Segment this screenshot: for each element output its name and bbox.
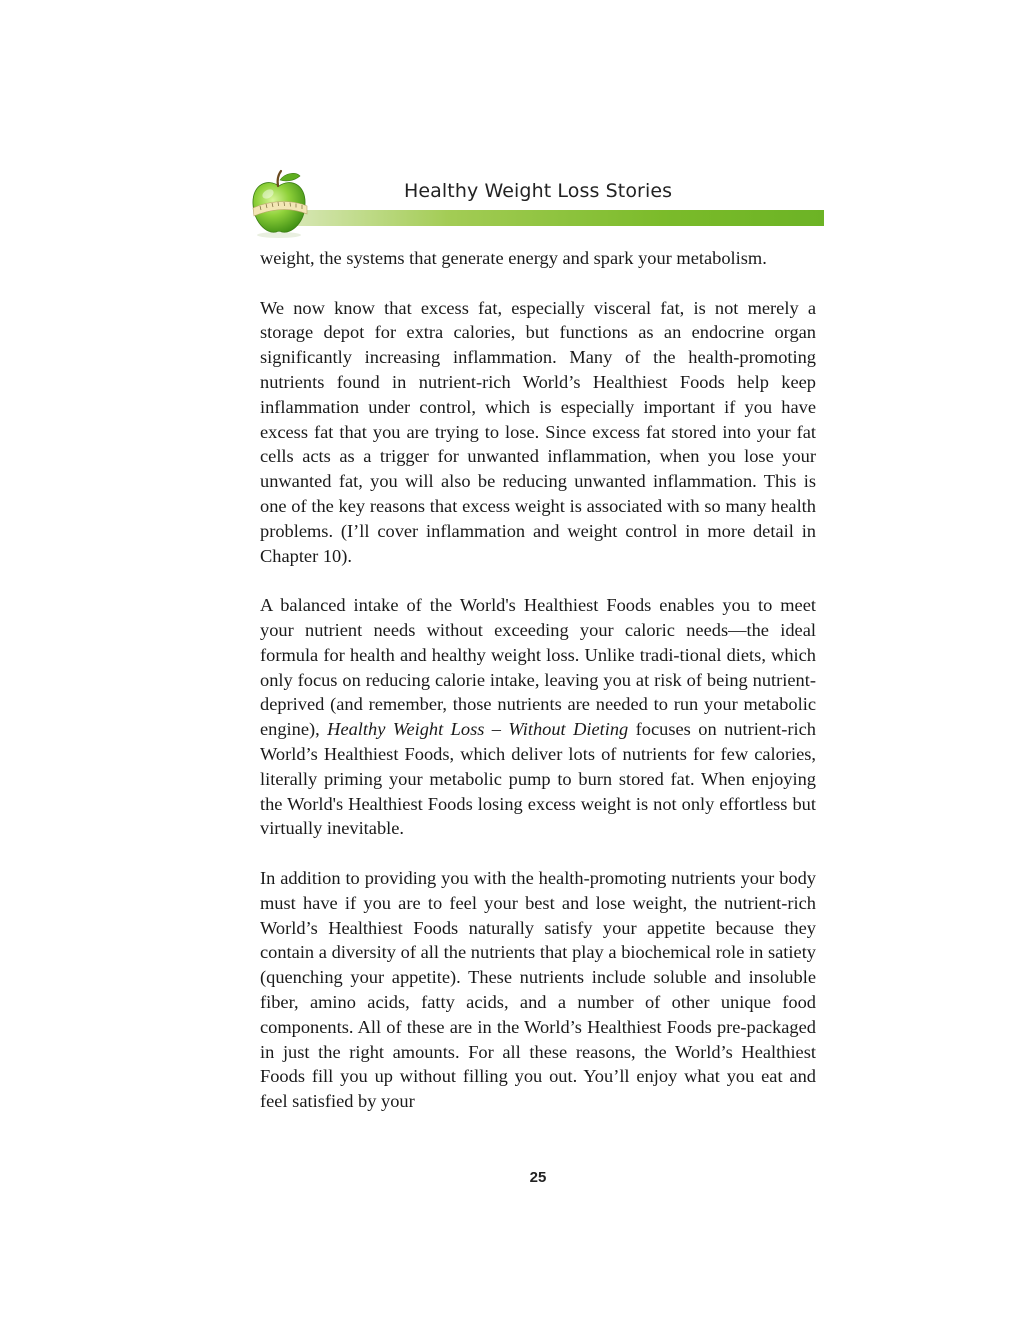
body-text	[260, 246, 816, 1114]
paragraph-2: We now know that excess fat, especially visceral fat, is not merely a storage depot for extra calories, but functions as an endocrine organ significantly increasing inflammation. Many of the health-promoting nutrients found in nutrient-rich World’s Healthiest Foods help keep inflammation under control, which is especially important if you have excess fat that you are trying to lose. Since excess fat stored into your fat cells acts as a trigger for unwanted inflammation, when you lose your unwanted fat, you will also be reducing unwanted inflammation. This is one of the key reasons that excess weight is associated with so many health problems. (I’ll cover inflammation and weight control in more detail in Chapter 10).	[260, 297, 816, 566]
paragraph-1: weight, the systems that generate energy and spark your metabolism.	[260, 248, 767, 268]
book-title-italic: Healthy Weight Loss – Without Dieting	[327, 719, 629, 740]
page-number: 25	[529, 1169, 547, 1186]
page-header	[248, 168, 824, 238]
green-apple-tape-measure-icon	[248, 168, 310, 238]
header-green-bar	[288, 210, 824, 226]
paragraph-4: In addition to providing you with the health-promoting nutrients your body must have if you are to feel your best and lose weight, the nutrient-rich World’s Healthiest Foods naturally satisfy your appetite because they contain a diversity of all the nutrients that play a biochemical role in satiety (quenching your appetite). These nutrients include soluble and insoluble fiber, amino acids, fatty acids, and a number of other unique food components. All of these are in the World’s Healthiest Foods pre-packaged in just the right amounts. For all these reasons, the World’s Healthiest Foods fill you up without filling you out. You’ll enjoy what you eat and feel satisfied by your	[260, 867, 816, 1112]
paragraph-3	[260, 593, 816, 841]
running-header-title: Healthy Weight Loss Stories	[404, 180, 673, 202]
paragraph-3-text-before: A balanced intake of the World's Healthiest Foods enables you to meet your nutrient needs without exceeding your caloric needs—the ideal formula for health and healthy weight loss. Unlike tradi-tional diets, which only focus on reducing calorie intake, leaving you at risk of being nutrient-deprived (and remember, those nutrients are needed to run your metabolic engine),	[260, 595, 816, 740]
paragraph-3-text-after: focuses on nutrient-rich World’s Healthiest Foods, which deliver lots of nutrients for few calories, literally priming your metabolic pump to burn stored fat. When enjoying the World's Healthiest Foods losing excess weight is not only effortless but virtually inevitable.	[260, 719, 816, 839]
